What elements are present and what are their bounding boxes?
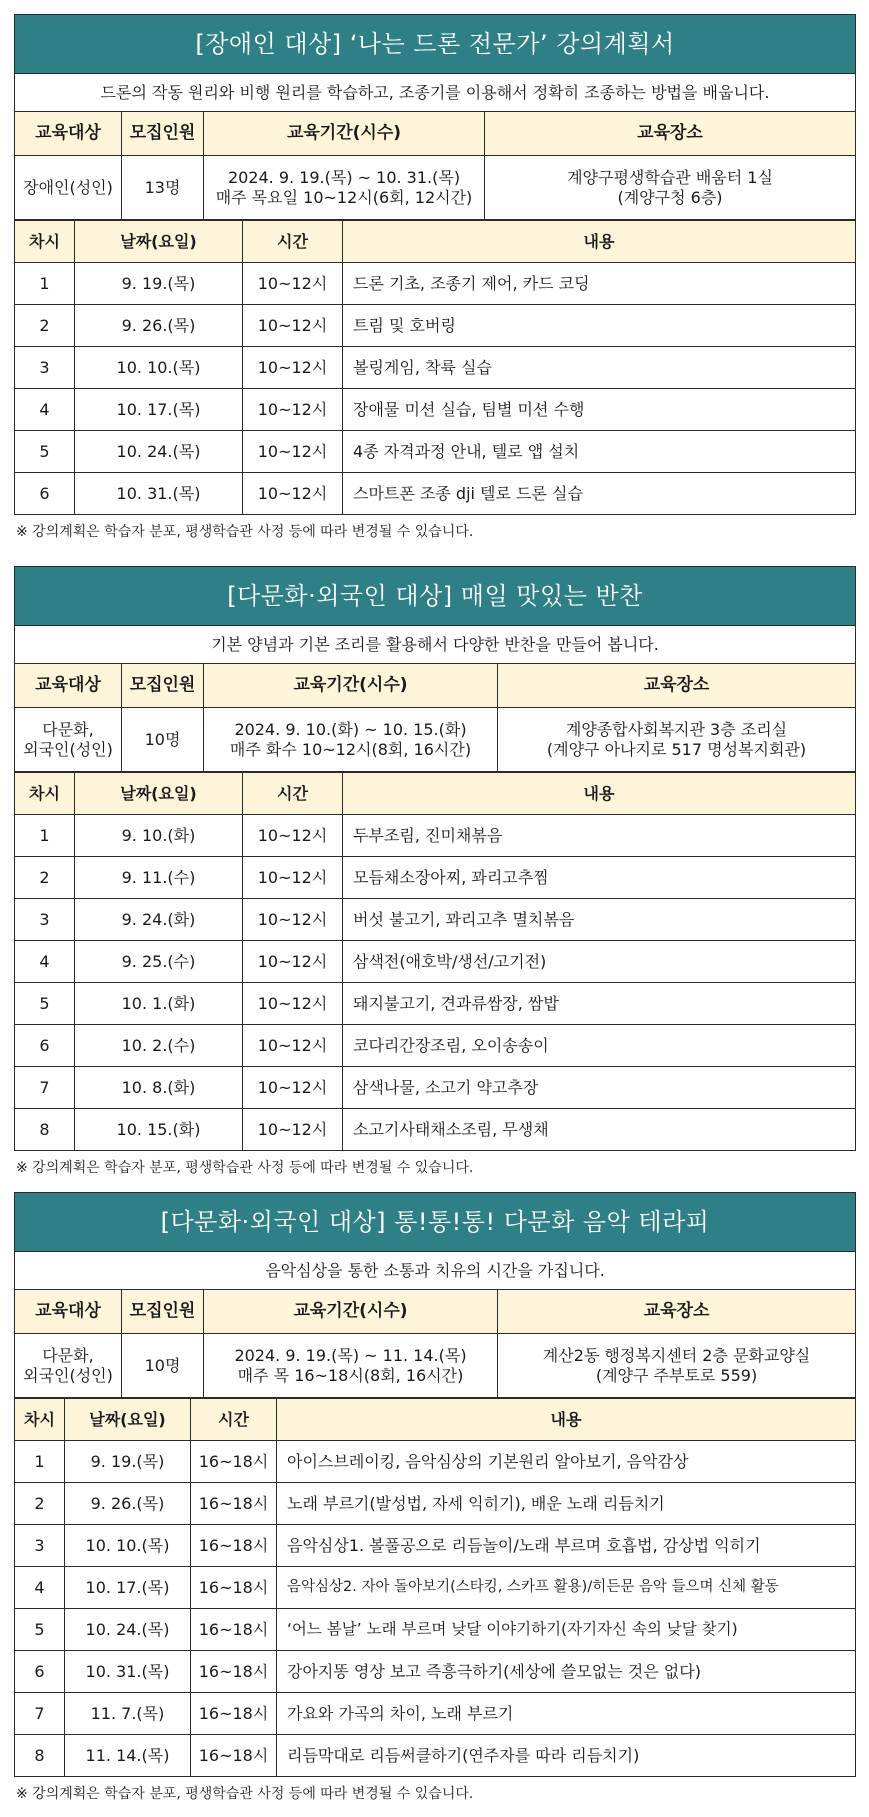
session-content: 삼색나물, 소고기 약고추장 <box>343 1067 856 1109</box>
session-content: 강아지똥 영상 보고 즉흥극하기(세상에 쓸모없는 것은 없다) <box>277 1651 856 1693</box>
session-time: 10~12시 <box>243 263 343 305</box>
session-time: 10~12시 <box>243 815 343 857</box>
session-date: 10. 31.(목) <box>75 473 243 515</box>
session-time: 16~18시 <box>191 1609 277 1651</box>
target-value: 장애인(성인) <box>15 156 122 220</box>
course-overview-table <box>14 14 856 220</box>
session-time: 16~18시 <box>191 1525 277 1567</box>
session-date: 10. 2.(수) <box>75 1025 243 1067</box>
period-value <box>204 1334 498 1398</box>
session-time: 10~12시 <box>243 899 343 941</box>
session-date: 10. 1.(화) <box>75 983 243 1025</box>
session-no: 2 <box>15 857 75 899</box>
session-time: 10~12시 <box>243 473 343 515</box>
session-time: 10~12시 <box>243 305 343 347</box>
capacity-value: 10명 <box>122 1334 204 1398</box>
session-no: 7 <box>15 1067 75 1109</box>
course-title: [장애인 대상] ‘나는 드론 전문가’ 강의계획서 <box>15 15 856 74</box>
session-date: 9. 11.(수) <box>75 857 243 899</box>
change-notice: ※ 강의계획은 학습자 분포, 평생학습관 사정 등에 따라 변경될 수 있습니다. <box>16 1160 474 1176</box>
header-capacity: 모집인원 <box>122 1290 204 1334</box>
session-date: 10. 24.(목) <box>75 431 243 473</box>
table-row <box>15 305 856 347</box>
schedule-table <box>14 220 856 515</box>
header-period: 교육기간(시수) <box>204 112 485 156</box>
session-time: 16~18시 <box>191 1735 277 1777</box>
header-time: 시간 <box>243 221 343 263</box>
session-time: 10~12시 <box>243 1109 343 1151</box>
session-date: 10. 17.(목) <box>75 389 243 431</box>
course-title: [다문화·외국인 대상] 통!통!통! 다문화 음악 테라피 <box>15 1193 856 1252</box>
session-content: 음악심상1. 볼풀공으로 리듬놀이/노래 부르며 호흡법, 감상법 익히기 <box>277 1525 856 1567</box>
table-row <box>15 1651 856 1693</box>
session-no: 8 <box>15 1109 75 1151</box>
place-line: 계산2동 행정복지센터 2층 문화교양실 <box>542 1345 811 1365</box>
table-row <box>15 857 856 899</box>
schedule-table <box>14 772 856 1151</box>
session-content: 모듬채소장아찌, 꽈리고추찜 <box>343 857 856 899</box>
place-line: 계양구평생학습관 배움터 1실 <box>567 167 773 187</box>
header-time: 시간 <box>243 773 343 815</box>
course-description: 음악심상을 통한 소통과 치유의 시간을 가집니다. <box>15 1252 856 1290</box>
session-no: 5 <box>15 983 75 1025</box>
session-time: 10~12시 <box>243 347 343 389</box>
capacity-value: 10명 <box>122 708 204 772</box>
session-content: 노래 부르기(발성법, 자세 익히기), 배운 노래 리듬치기 <box>277 1483 856 1525</box>
session-content: 돼지불고기, 견과류쌈장, 쌈밥 <box>343 983 856 1025</box>
table-row <box>15 1567 856 1609</box>
session-no: 2 <box>15 305 75 347</box>
session-content: 장애물 미션 실습, 팀별 미션 수행 <box>343 389 856 431</box>
period-line: 매주 목 16~18시(8회, 16시간) <box>237 1365 464 1385</box>
session-time: 10~12시 <box>243 389 343 431</box>
session-time: 16~18시 <box>191 1567 277 1609</box>
course-overview-table <box>14 566 856 772</box>
session-date: 9. 24.(화) <box>75 899 243 941</box>
session-no: 6 <box>15 1025 75 1067</box>
session-date: 10. 17.(목) <box>65 1567 191 1609</box>
table-row <box>15 1067 856 1109</box>
header-capacity: 모집인원 <box>122 664 204 708</box>
table-row <box>15 1441 856 1483</box>
table-row <box>15 983 856 1025</box>
place-value <box>498 708 856 772</box>
target-line: 외국인(성인) <box>23 739 113 759</box>
header-session: 차시 <box>15 221 75 263</box>
session-date: 9. 26.(목) <box>65 1483 191 1525</box>
session-no: 3 <box>15 899 75 941</box>
session-date: 9. 10.(화) <box>75 815 243 857</box>
session-no: 5 <box>15 431 75 473</box>
course-title: [다문화·외국인 대상] 매일 맛있는 반찬 <box>15 567 856 626</box>
place-line: (계양구 주부토로 559) <box>595 1365 758 1385</box>
place-line: (계양구청 6층) <box>617 187 723 207</box>
period-line: 2024. 9. 19.(목) ~ 11. 14.(목) <box>234 1345 467 1365</box>
session-time: 10~12시 <box>243 983 343 1025</box>
header-session: 차시 <box>15 773 75 815</box>
session-time: 16~18시 <box>191 1441 277 1483</box>
session-date: 10. 10.(목) <box>65 1525 191 1567</box>
table-row <box>15 941 856 983</box>
change-notice: ※ 강의계획은 학습자 분포, 평생학습관 사정 등에 따라 변경될 수 있습니다. <box>16 1786 474 1802</box>
header-period: 교육기간(시수) <box>204 1290 498 1334</box>
session-time: 16~18시 <box>191 1693 277 1735</box>
header-capacity: 모집인원 <box>122 112 204 156</box>
session-no: 4 <box>15 1567 65 1609</box>
session-content: 소고기사태채소조림, 무생채 <box>343 1109 856 1151</box>
header-session: 차시 <box>15 1399 65 1441</box>
header-content: 내용 <box>277 1399 856 1441</box>
session-no: 4 <box>15 389 75 431</box>
header-content: 내용 <box>343 773 856 815</box>
session-content: 리듬막대로 리듬써클하기(연주자를 따라 리듬치기) <box>277 1735 856 1777</box>
table-row <box>15 263 856 305</box>
session-no: 1 <box>15 263 75 305</box>
session-no: 8 <box>15 1735 65 1777</box>
table-row <box>15 347 856 389</box>
session-no: 6 <box>15 473 75 515</box>
session-no: 5 <box>15 1609 65 1651</box>
session-date: 10. 31.(목) <box>65 1651 191 1693</box>
session-content: 드론 기초, 조종기 제어, 카드 코딩 <box>343 263 856 305</box>
header-date: 날짜(요일) <box>75 221 243 263</box>
session-content: 가요와 가곡의 차이, 노래 부르기 <box>277 1693 856 1735</box>
session-content: 아이스브레이킹, 음악심상의 기본원리 알아보기, 음악감상 <box>277 1441 856 1483</box>
session-content: 스마트폰 조종 dji 텔로 드론 실습 <box>343 473 856 515</box>
session-content: 코다리간장조림, 오이송송이 <box>343 1025 856 1067</box>
header-target: 교육대상 <box>15 664 122 708</box>
target-line: 다문화, <box>42 1345 94 1365</box>
session-no: 3 <box>15 1525 65 1567</box>
header-date: 날짜(요일) <box>75 773 243 815</box>
session-date: 10. 10.(목) <box>75 347 243 389</box>
session-no: 1 <box>15 1441 65 1483</box>
schedule-table <box>14 1398 856 1777</box>
change-notice: ※ 강의계획은 학습자 분포, 평생학습관 사정 등에 따라 변경될 수 있습니다. <box>16 524 474 540</box>
table-row <box>15 473 856 515</box>
capacity-value: 13명 <box>122 156 204 220</box>
period-line: 2024. 9. 19.(목) ~ 10. 31.(목) <box>227 167 461 187</box>
header-date: 날짜(요일) <box>65 1399 191 1441</box>
session-no: 1 <box>15 815 75 857</box>
session-date: 10. 15.(화) <box>75 1109 243 1151</box>
period-line: 매주 목요일 10~12시(6회, 12시간) <box>215 187 473 207</box>
session-time: 10~12시 <box>243 857 343 899</box>
place-line: (계양구 아나지로 517 명성복지회관) <box>546 739 807 759</box>
session-date: 9. 19.(목) <box>75 263 243 305</box>
course-section-music-therapy <box>14 1192 855 1803</box>
session-no: 4 <box>15 941 75 983</box>
session-no: 7 <box>15 1693 65 1735</box>
table-row <box>15 899 856 941</box>
session-content: 두부조림, 진미채볶음 <box>343 815 856 857</box>
target-value <box>15 1334 122 1398</box>
session-content: 볼링게임, 착륙 실습 <box>343 347 856 389</box>
session-content: ‘어느 봄날’ 노래 부르며 낮달 이야기하기(자기자신 속의 낮달 찾기) <box>277 1609 856 1651</box>
table-row <box>15 815 856 857</box>
session-date: 9. 26.(목) <box>75 305 243 347</box>
session-date: 9. 25.(수) <box>75 941 243 983</box>
table-row <box>15 1609 856 1651</box>
target-line: 다문화, <box>42 719 94 739</box>
session-date: 10. 24.(목) <box>65 1609 191 1651</box>
session-date: 10. 8.(화) <box>75 1067 243 1109</box>
session-time: 16~18시 <box>191 1651 277 1693</box>
period-value <box>204 156 485 220</box>
table-row <box>15 1109 856 1151</box>
header-target: 교육대상 <box>15 1290 122 1334</box>
header-place: 교육장소 <box>485 112 856 156</box>
target-value <box>15 708 122 772</box>
session-no: 6 <box>15 1651 65 1693</box>
session-time: 10~12시 <box>243 941 343 983</box>
table-row <box>15 1693 856 1735</box>
session-time: 10~12시 <box>243 431 343 473</box>
course-description: 드론의 작동 원리와 비행 원리를 학습하고, 조종기를 이용해서 정확히 조종하는 방법을 배웁니다. <box>15 74 856 112</box>
table-row <box>15 1025 856 1067</box>
course-section-side-dish <box>14 566 855 1177</box>
session-no: 2 <box>15 1483 65 1525</box>
period-value <box>204 708 498 772</box>
session-time: 10~12시 <box>243 1067 343 1109</box>
session-content: 음악심상2. 자아 돌아보기(스타킹, 스카프 활용)/히든문 음악 들으며 신체 활동 <box>277 1567 856 1609</box>
course-overview-table <box>14 1192 856 1398</box>
place-value <box>498 1334 856 1398</box>
session-date: 11. 14.(목) <box>65 1735 191 1777</box>
session-content: 트림 및 호버링 <box>343 305 856 347</box>
table-row <box>15 1735 856 1777</box>
place-line: 계양종합사회복지관 3층 조리실 <box>565 719 788 739</box>
session-content: 4종 자격과정 안내, 텔로 앱 설치 <box>343 431 856 473</box>
header-target: 교육대상 <box>15 112 122 156</box>
target-line: 외국인(성인) <box>23 1365 113 1385</box>
header-content: 내용 <box>343 221 856 263</box>
course-section-drone <box>14 14 855 541</box>
period-line: 2024. 9. 10.(화) ~ 10. 15.(화) <box>234 719 467 739</box>
header-place: 교육장소 <box>498 1290 856 1334</box>
session-date: 9. 19.(목) <box>65 1441 191 1483</box>
header-place: 교육장소 <box>498 664 856 708</box>
table-row <box>15 389 856 431</box>
session-content: 삼색전(애호박/생선/고기전) <box>343 941 856 983</box>
table-row <box>15 1525 856 1567</box>
session-no: 3 <box>15 347 75 389</box>
period-line: 매주 화수 10~12시(8회, 16시간) <box>229 739 472 759</box>
session-date: 11. 7.(목) <box>65 1693 191 1735</box>
place-value <box>485 156 856 220</box>
table-row <box>15 1483 856 1525</box>
header-time: 시간 <box>191 1399 277 1441</box>
course-description: 기본 양념과 기본 조리를 활용해서 다양한 반찬을 만들어 봅니다. <box>15 626 856 664</box>
table-row <box>15 431 856 473</box>
header-period: 교육기간(시수) <box>204 664 498 708</box>
session-content: 버섯 불고기, 꽈리고추 멸치볶음 <box>343 899 856 941</box>
session-time: 10~12시 <box>243 1025 343 1067</box>
session-time: 16~18시 <box>191 1483 277 1525</box>
